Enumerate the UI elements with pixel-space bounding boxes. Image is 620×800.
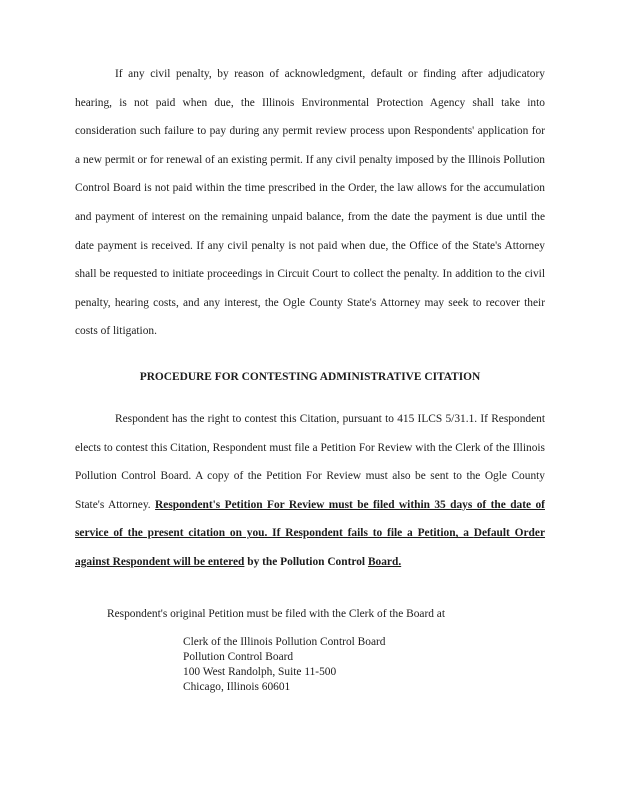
civil-penalty-text: If any civil penalty, by reason of acknowledgment, default or finding after adjudicatory hearing, is not paid when due, the Illinois Environmental Protection Agency shall take into consideration such failure to pay during any permit review process upon Respondents' application for a new permit or for renewal of an existing permit. If any civil penalty imposed by the Illinois Pollution Control Board is not paid within the time prescribed in the Order, the law allows for the accumulation and payment of interest on the remaining unpaid balance, from the date the payment is due until the date payment is received. If any civil penalty is not paid when due, the Office of the State's Attorney shall be requested to initiate proceedings in Circuit Court to collect the penalty. In addition to the civil penalty, hearing costs, and any interest, the Ogle County State's Attorney may seek to recover their costs of litigation. — [75, 68, 545, 338]
civil-penalty-paragraph — [75, 60, 545, 346]
address-line: Clerk of the Illinois Pollution Control Board — [183, 636, 386, 648]
address-line: Pollution Control Board — [183, 651, 294, 663]
address-line: Chicago, Illinois 60601 — [183, 681, 291, 693]
clerk-address-block — [183, 635, 386, 695]
address-line: 100 West Randolph, Suite 11-500 — [183, 666, 337, 678]
contest-citation-paragraph — [75, 405, 545, 577]
board-text: Board. — [367, 555, 402, 568]
bold-tail-text: by the Pollution Control — [244, 555, 368, 568]
default-order-text: Default Order against Respondent will be entered — [75, 527, 546, 568]
filing-deadline-text: Respondent's Petition For Review must be filed within 35 days of the date of service of the present citation on you. If Respondent fails to file a Petition, a — [75, 498, 545, 540]
original-petition-paragraph: Respondent's original Petition must be filed with the Clerk of the Board at — [107, 608, 446, 620]
contest-plain-text: Respondent has the right to contest this Citation, pursuant to 415 ILCS 5/31.1. If Respondent elects to contest this Citation, Respondent must file a Petition For Review with the Clerk of the Illinois Pollution Control Board. A copy of the Petition For Review must also be sent to the Ogle County State's Attorney. — [75, 413, 545, 511]
section-heading: PROCEDURE FOR CONTESTING ADMINISTRATIVE CITATION — [139, 371, 481, 383]
